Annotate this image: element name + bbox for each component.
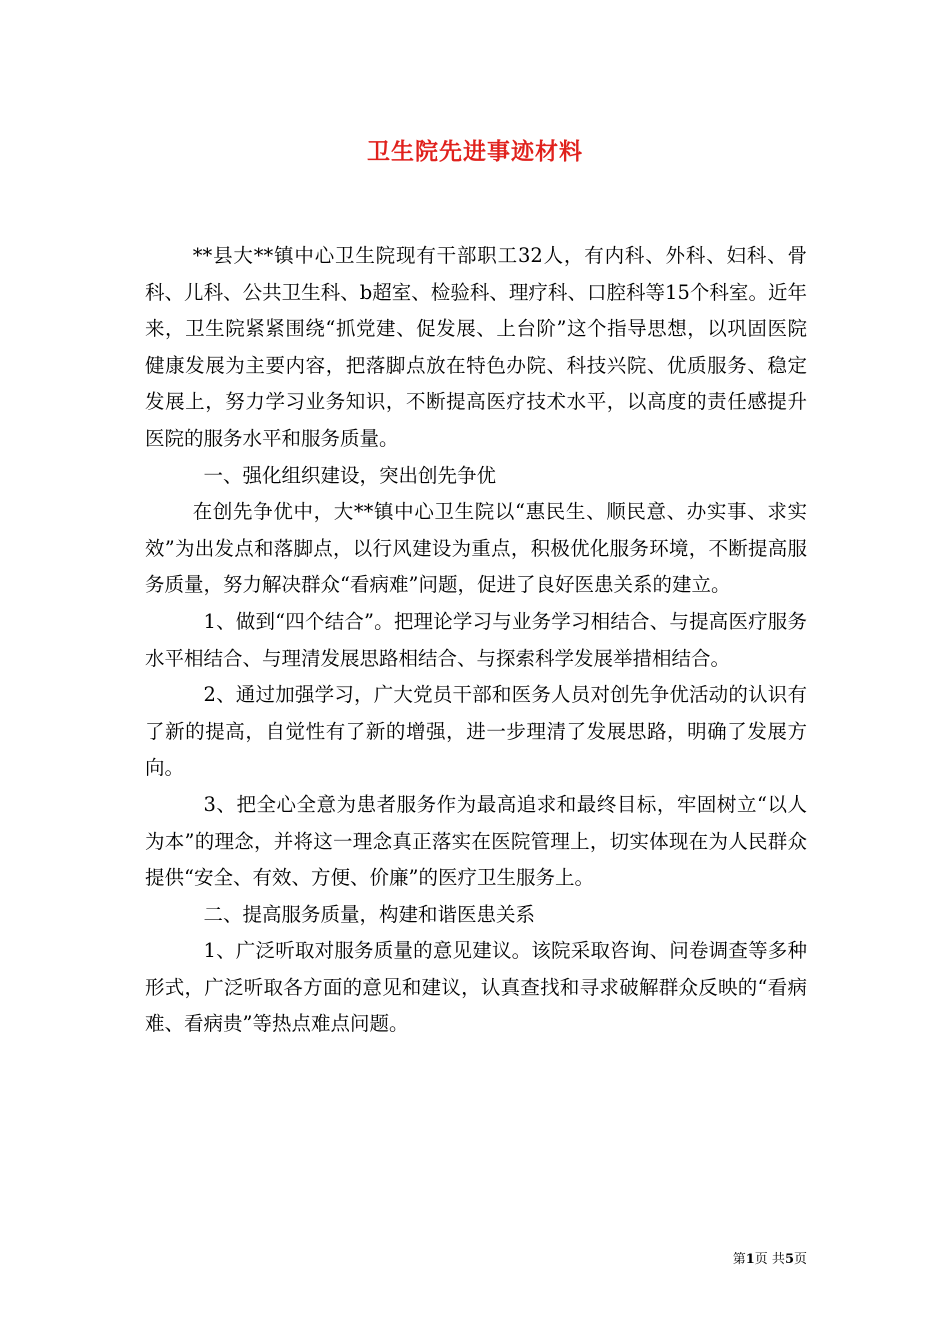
section-heading-1: 一、强化组织建设，突出创先争优 [203, 463, 497, 487]
document-title: 卫生院先进事迹材料 [367, 138, 583, 165]
list-item-1: 1、做到“四个结合”。把理论学习与业务学习相结合、与提高医疗服务水平相结合、与理清发展思路相结合、与探索科学发展举措相结合。 [145, 609, 807, 670]
paragraph-section-1: 在创先争优中，大**镇中心卫生院以“惠民生、顺民意、办实事、求实效”为出发点和落脚点，以行风建设为重点，积极优化服务环境，不断提高服务质量，努力解决群众“看病难”问题，促进了良好医患关系的建立。 [145, 500, 807, 597]
list-item-4: 1、广泛听取对服务质量的意见建议。该院采取咨询、问卷调查等多种形式，广泛听取各方面的意见和建议，认真查找和寻求破解群众反映的“看病难、看病贵”等热点难点问题。 [145, 939, 807, 1036]
page-number-suffix: 页 [793, 1252, 807, 1267]
page-number-prefix: 第 [732, 1252, 746, 1267]
page-number-total: 5 [784, 1252, 794, 1267]
page-number-current: 1 [745, 1252, 755, 1267]
list-item-2: 2、通过加强学习，广大党员干部和医务人员对创先争优活动的认识有了新的提高，自觉性有了新的增强，进一步理清了发展思路，明确了发展方向。 [145, 683, 807, 780]
paragraph-intro: **县大**镇中心卫生院现有干部职工32人，有内科、外科、妇科、骨科、儿科、公共卫生科、b超室、检验科、理疗科、口腔科等15个科室。近年来，卫生院紧紧围绕“抓党建、促发展、上台阶”这个指导思想，以巩固医院健康发展为主要内容，把落脚点放在特色办院、科技兴院、优质服务、稳定发展上，努力学习业务知识，不断提高医疗技术水平，以高度的责任感提升医院的服务水平和服务质量。 [145, 244, 807, 450]
list-item-3: 3、把全心全意为患者服务作为最高追求和最终目标，牢固树立“以人为本”的理念，并将这一理念真正落实在医院管理上，切实体现在为人民群众提供“安全、有效、方便、价廉”的医疗卫生服务上。 [145, 792, 807, 890]
section-heading-2: 二、提高服务质量，构建和谐医患关系 [203, 902, 536, 926]
document-body [145, 238, 807, 1043]
page-number-middle: 页 共 [754, 1252, 785, 1267]
page-number [733, 1248, 807, 1267]
